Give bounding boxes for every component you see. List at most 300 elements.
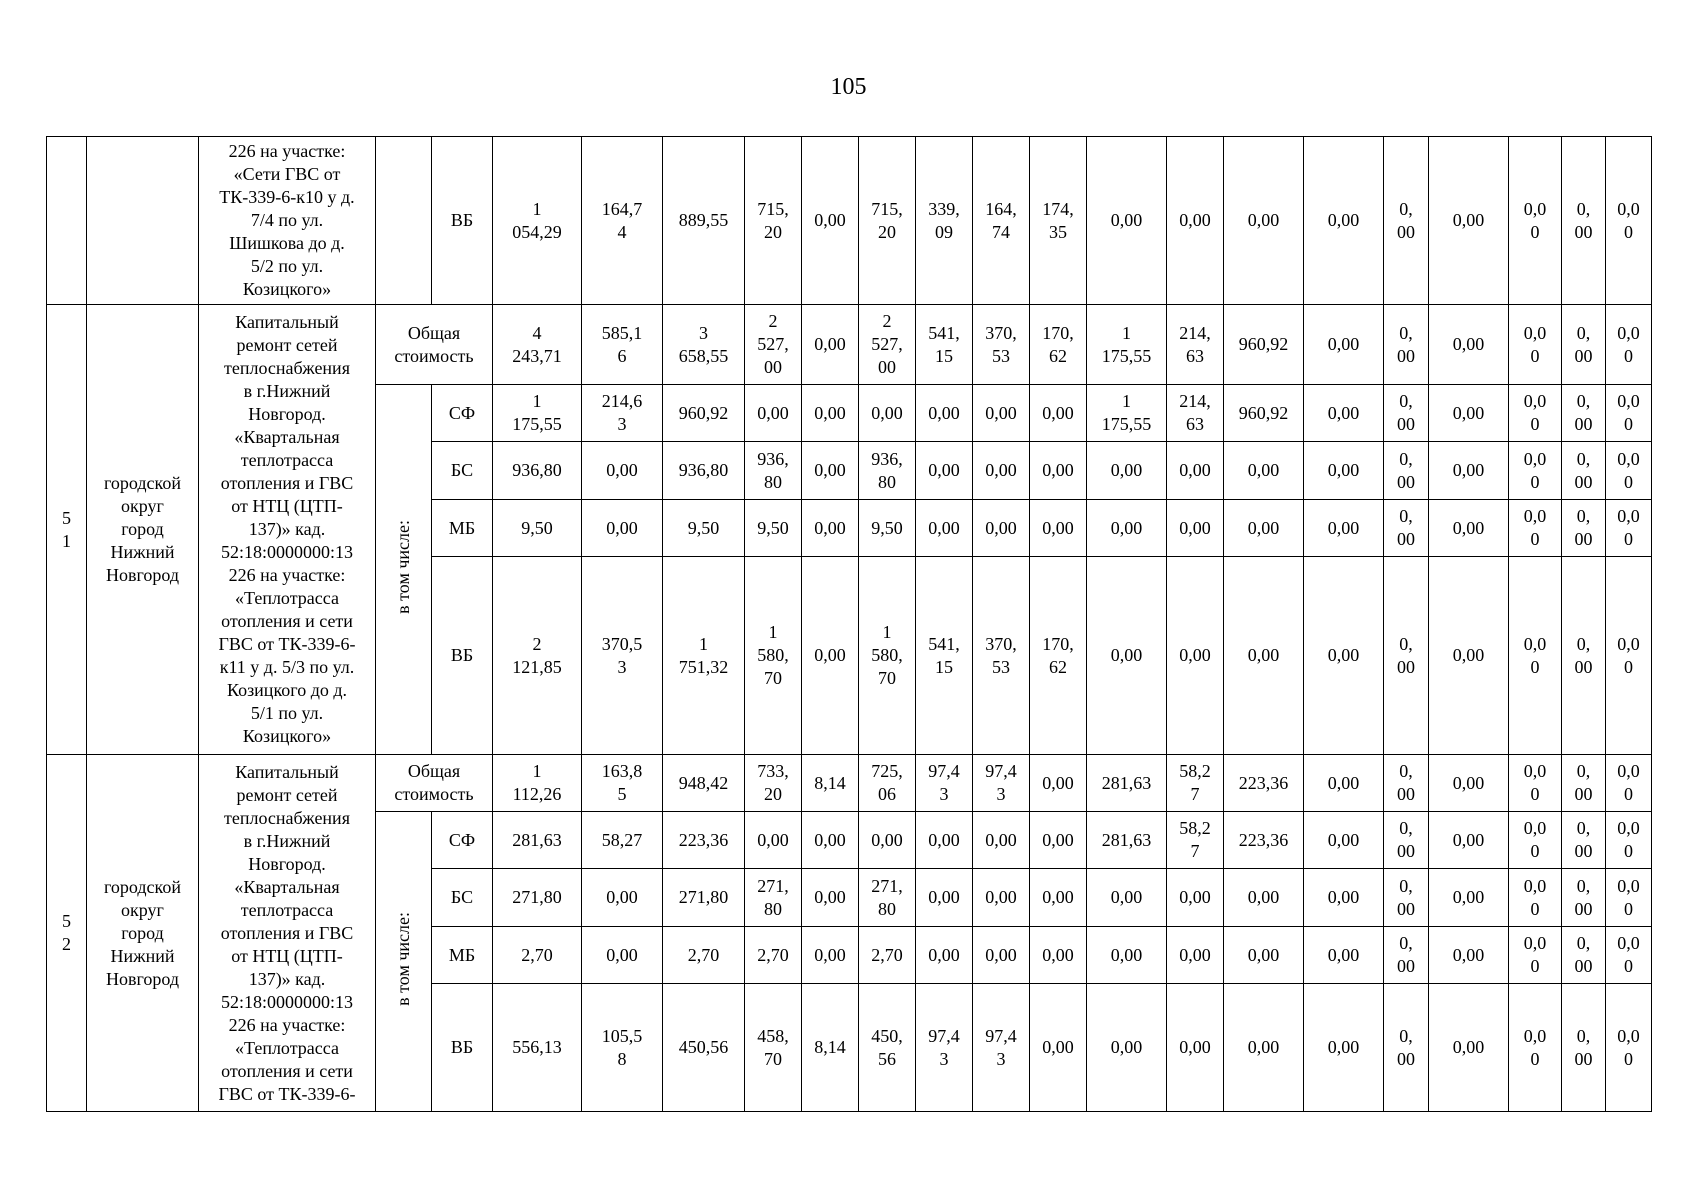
value-cell-text: 936, 80: [757, 448, 789, 492]
value-cell: [1509, 137, 1562, 305]
value-cell-text: 0,00: [814, 402, 846, 423]
value-cell-text: 223,36: [1238, 829, 1289, 850]
value-cell-text: 0,00: [757, 829, 789, 850]
value-cell: [916, 557, 973, 755]
value-cell: [1167, 385, 1224, 442]
value-cell-text: 0, 00: [1397, 322, 1415, 366]
table-row: [47, 755, 1652, 812]
value-cell-text: 0,00: [1179, 645, 1211, 665]
value-cell: [802, 500, 859, 557]
funding-source-label-text: ВБ: [450, 1037, 474, 1057]
value-cell: [663, 869, 745, 927]
municipality-cell: [87, 137, 199, 305]
value-cell: [802, 385, 859, 442]
municipality-cell: [87, 755, 199, 1112]
value-cell-text: 0,00: [1179, 460, 1211, 480]
value-cell: [1509, 385, 1562, 442]
value-cell: [1224, 812, 1304, 869]
value-cell-text: 936, 80: [871, 448, 903, 492]
value-cell-text: 936,80: [512, 460, 562, 480]
value-cell-text: 1 175,55: [1101, 322, 1152, 366]
value-cell-text: 4 243,71: [512, 322, 562, 366]
value-cell: [1429, 305, 1509, 385]
object-description-cell-text: Капитальный ремонт сетей теплоснабжения в г.Нижний Новгород. «Квартальная теплотрасса отопления и ГВС от НТЦ (ЦТП- 137)» кад. 52:18:0000000:13 226 на участке: «Теплотрасса отопления и сети ГВС от ТК-339-6-: [218, 761, 356, 1104]
value-cell-text: 370, 53: [985, 322, 1017, 366]
value-cell-text: 0,00: [606, 887, 638, 907]
value-cell: [493, 385, 582, 442]
value-cell: [1562, 137, 1606, 305]
value-cell-text: 58,27: [601, 829, 643, 850]
value-cell: [1087, 812, 1167, 869]
value-cell-text: 0, 00: [1397, 391, 1415, 434]
total-cost-label: [376, 755, 493, 812]
value-cell-text: 0,00: [1452, 460, 1485, 480]
value-cell-text: 0,00: [1179, 944, 1211, 965]
value-cell-text: 0,00: [1179, 210, 1211, 230]
value-cell-text: 733, 20: [757, 761, 789, 804]
value-cell: [1087, 557, 1167, 755]
value-cell-text: 0, 00: [1397, 198, 1415, 242]
value-cell-text: 97,4 3: [985, 1025, 1017, 1069]
value-cell-text: 960,92: [1238, 402, 1289, 423]
value-cell-text: 0,00: [1452, 944, 1485, 965]
value-cell-text: 0,00: [606, 944, 638, 965]
value-cell: [493, 305, 582, 385]
value-cell-text: 0, 00: [1574, 761, 1593, 804]
value-cell-text: 715, 20: [871, 198, 903, 242]
value-cell: [1429, 812, 1509, 869]
value-cell: [1606, 984, 1652, 1112]
value-cell-text: 0,00: [1110, 645, 1143, 665]
value-cell: [1562, 557, 1606, 755]
row-number-cell: [47, 305, 87, 755]
value-cell-text: 0,00: [1327, 645, 1360, 665]
value-cell: [582, 869, 663, 927]
value-cell-text: 0, 00: [1574, 506, 1593, 549]
value-cell-text: 281,63: [512, 829, 562, 850]
value-cell: [1224, 557, 1304, 755]
value-cell-text: 0,0 0: [1617, 761, 1640, 804]
object-description-cell-text: Капитальный ремонт сетей теплоснабжения в г.Нижний Новгород. «Квартальная теплотрасса отопления и ГВС от НТЦ (ЦТП- 137)» кад. 52:18:0000000:13 226 на участке: «Теплотрасса отопления и сети ГВС от ТК-339-6- к11 у д. 5/3 по ул. Козицкого до д. 5/1 по ул. Козицкого»: [218, 312, 356, 746]
value-cell-text: 0,00: [985, 517, 1017, 538]
value-cell-text: 541, 15: [928, 322, 960, 366]
value-cell-text: 0,00: [1179, 517, 1211, 538]
value-cell-text: 0,00: [1327, 210, 1360, 230]
value-cell: [745, 812, 802, 869]
value-cell-text: 214,6 3: [601, 391, 643, 434]
value-cell-text: 0,0 0: [1523, 1025, 1547, 1069]
value-cell-text: 0,00: [1042, 887, 1074, 907]
value-cell-text: 0,0 0: [1617, 818, 1640, 861]
value-cell: [973, 385, 1030, 442]
value-cell: [663, 557, 745, 755]
value-cell-text: 0,00: [606, 517, 638, 538]
value-cell: [802, 442, 859, 500]
value-cell-text: 0,0 0: [1523, 448, 1547, 492]
value-cell: [802, 137, 859, 305]
value-cell-text: 0, 00: [1574, 322, 1593, 366]
value-cell: [663, 305, 745, 385]
value-cell-text: 0,00: [1327, 334, 1360, 354]
value-cell: [663, 500, 745, 557]
value-cell-text: 0,00: [928, 460, 960, 480]
value-cell: [1429, 869, 1509, 927]
value-cell: [493, 442, 582, 500]
including-label-cell: [376, 385, 432, 755]
value-cell-text: 0,00: [1247, 887, 1280, 907]
value-cell-text: 0,0 0: [1523, 198, 1547, 242]
value-cell: [916, 812, 973, 869]
value-cell: [1384, 984, 1429, 1112]
value-cell-text: 0,0 0: [1617, 1025, 1640, 1069]
value-cell-text: 1 112,26: [512, 761, 562, 804]
row-number-cell-text: 5 2: [62, 911, 71, 954]
value-cell: [1224, 305, 1304, 385]
value-cell: [973, 557, 1030, 755]
value-cell: [1384, 442, 1429, 500]
value-cell-text: 0,00: [985, 460, 1017, 480]
value-cell-text: 0,00: [1110, 210, 1143, 230]
value-cell-text: 2 527, 00: [871, 311, 903, 377]
value-cell-text: 948,42: [678, 772, 729, 793]
value-cell: [973, 812, 1030, 869]
value-cell: [1562, 305, 1606, 385]
value-cell: [1304, 442, 1384, 500]
value-cell-text: 0,00: [985, 829, 1017, 850]
value-cell: [1509, 442, 1562, 500]
value-cell: [1167, 927, 1224, 984]
value-cell: [745, 869, 802, 927]
value-cell: [859, 442, 916, 500]
value-cell: [582, 557, 663, 755]
value-cell-text: 0,0 0: [1523, 818, 1547, 861]
value-cell: [745, 442, 802, 500]
value-cell: [1087, 984, 1167, 1112]
value-cell-text: 0,00: [1110, 1037, 1143, 1057]
value-cell: [1606, 500, 1652, 557]
value-cell: [1304, 500, 1384, 557]
table-body: [47, 137, 1652, 1112]
funding-source-label: [432, 812, 493, 869]
value-cell-text: 936,80: [678, 460, 729, 480]
value-cell: [1030, 385, 1087, 442]
value-cell-text: 0,00: [814, 645, 846, 665]
value-cell-text: 214, 63: [1179, 322, 1211, 366]
value-cell: [582, 812, 663, 869]
value-cell-text: 0, 00: [1574, 448, 1593, 492]
value-cell-text: 97,4 3: [928, 1025, 960, 1069]
value-cell: [663, 984, 745, 1112]
value-cell: [1606, 755, 1652, 812]
funding-source-label-text: БС: [450, 887, 474, 907]
value-cell: [663, 927, 745, 984]
value-cell: [1167, 869, 1224, 927]
value-cell-text: 1 175,55: [1101, 391, 1152, 434]
value-cell-text: 541, 15: [928, 633, 960, 677]
value-cell-text: 0,00: [1452, 887, 1485, 907]
value-cell: [802, 984, 859, 1112]
value-cell-text: 0, 00: [1397, 448, 1415, 492]
value-cell-text: 0,00: [1452, 1037, 1485, 1057]
value-cell: [859, 927, 916, 984]
value-cell-text: 0,00: [814, 334, 846, 354]
value-cell: [1509, 755, 1562, 812]
value-cell-text: 585,1 6: [601, 322, 643, 366]
value-cell: [973, 500, 1030, 557]
value-cell: [745, 305, 802, 385]
value-cell: [1304, 812, 1384, 869]
value-cell: [859, 755, 916, 812]
value-cell: [582, 755, 663, 812]
value-cell-text: 0,0 0: [1523, 633, 1547, 677]
value-cell-text: 0, 00: [1574, 198, 1593, 242]
value-cell: [1384, 557, 1429, 755]
value-cell: [1224, 500, 1304, 557]
value-cell: [1224, 755, 1304, 812]
value-cell: [1562, 442, 1606, 500]
value-cell-text: 3 658,55: [678, 322, 729, 366]
value-cell: [663, 812, 745, 869]
value-cell-text: 0,00: [814, 829, 846, 850]
value-cell-text: 163,8 5: [601, 761, 643, 804]
including-label: в том числе:: [393, 519, 413, 614]
value-cell: [859, 500, 916, 557]
value-cell: [1606, 869, 1652, 927]
value-cell: [973, 927, 1030, 984]
value-cell: [663, 137, 745, 305]
value-cell: [1384, 869, 1429, 927]
value-cell-text: 2,70: [687, 944, 720, 965]
value-cell: [1167, 812, 1224, 869]
value-cell: [582, 500, 663, 557]
value-cell-text: 271,80: [678, 887, 729, 907]
value-cell: [859, 385, 916, 442]
value-cell-text: 281,63: [1101, 829, 1152, 850]
value-cell: [1224, 137, 1304, 305]
funding-source-label: [432, 137, 493, 305]
value-cell-text: 0,00: [757, 402, 789, 423]
value-cell-text: 0, 00: [1397, 633, 1415, 677]
value-cell-text: 0,00: [1110, 460, 1143, 480]
value-cell-text: 0,00: [814, 517, 846, 538]
value-cell-text: 9,50: [521, 517, 553, 538]
value-cell-text: 174, 35: [1042, 198, 1074, 242]
value-cell: [1384, 812, 1429, 869]
value-cell-text: 0,0 0: [1617, 875, 1640, 919]
value-cell-text: 0,0 0: [1523, 761, 1547, 804]
value-cell-text: 0, 00: [1574, 933, 1593, 976]
value-cell-text: 2,70: [521, 944, 553, 965]
value-cell: [1304, 927, 1384, 984]
value-cell: [1224, 869, 1304, 927]
value-cell-text: 0, 00: [1574, 391, 1593, 434]
funding-source-label-text: МБ: [448, 944, 476, 965]
value-cell-text: 0, 00: [1397, 506, 1415, 549]
value-cell: [1562, 927, 1606, 984]
value-cell-text: 370,5 3: [601, 633, 643, 677]
value-cell-text: 0,0 0: [1617, 391, 1640, 434]
value-cell-text: 0,00: [928, 517, 960, 538]
value-cell-text: 0,00: [871, 402, 903, 423]
value-cell-text: 8,14: [814, 772, 846, 793]
value-cell: [1562, 500, 1606, 557]
object-description-cell: [199, 137, 376, 305]
value-cell-text: 0,00: [928, 402, 960, 423]
value-cell-text: 0,0 0: [1523, 322, 1547, 366]
table-row: [47, 137, 1652, 305]
value-cell-text: 0,00: [928, 829, 960, 850]
value-cell: [1030, 557, 1087, 755]
value-cell: [1562, 984, 1606, 1112]
value-cell-text: 0,00: [1042, 517, 1074, 538]
value-cell: [1509, 927, 1562, 984]
value-cell: [1509, 305, 1562, 385]
value-cell-text: 0,00: [928, 944, 960, 965]
value-cell-text: 0,00: [814, 460, 846, 480]
value-cell: [859, 305, 916, 385]
value-cell: [1384, 927, 1429, 984]
value-cell: [1384, 500, 1429, 557]
value-cell: [745, 385, 802, 442]
value-cell-text: 960,92: [1238, 334, 1289, 354]
value-cell-text: 0,0 0: [1617, 933, 1640, 976]
value-cell-text: 97,4 3: [985, 761, 1017, 804]
value-cell: [582, 984, 663, 1112]
funding-source-label-text: ВБ: [450, 210, 474, 230]
value-cell: [663, 385, 745, 442]
value-cell-text: 0,00: [1452, 645, 1485, 665]
value-cell: [1087, 869, 1167, 927]
value-cell: [1606, 812, 1652, 869]
value-cell: [1167, 137, 1224, 305]
value-cell-text: 0,0 0: [1523, 506, 1547, 549]
value-cell-text: 0,00: [1179, 1037, 1211, 1057]
value-cell: [1429, 137, 1509, 305]
funding-source-label: [432, 869, 493, 927]
value-cell: [1384, 137, 1429, 305]
value-cell: [1304, 557, 1384, 755]
value-cell-text: 0,0 0: [1617, 198, 1640, 242]
value-cell-text: 0,00: [985, 402, 1017, 423]
funding-source-label-text: СФ: [448, 829, 476, 850]
value-cell-text: 271, 80: [757, 875, 789, 919]
value-cell: [802, 812, 859, 869]
value-cell: [973, 755, 1030, 812]
value-cell: [916, 755, 973, 812]
value-cell: [859, 557, 916, 755]
value-cell-text: 0,0 0: [1617, 633, 1640, 677]
value-cell-text: 0,00: [1110, 887, 1143, 907]
value-cell: [1087, 442, 1167, 500]
value-cell: [1030, 305, 1087, 385]
value-cell-text: 0,00: [1327, 944, 1360, 965]
value-cell-text: 0,00: [814, 210, 846, 230]
value-cell: [1304, 755, 1384, 812]
value-cell-text: 2 121,85: [512, 633, 562, 677]
value-cell: [1030, 137, 1087, 305]
row-number-cell-text: 5 1: [62, 507, 71, 551]
value-cell: [859, 137, 916, 305]
value-cell: [1087, 305, 1167, 385]
value-cell: [1030, 755, 1087, 812]
value-cell: [1606, 305, 1652, 385]
value-cell: [916, 500, 973, 557]
including-label-cell: [376, 137, 432, 305]
value-cell-text: 0,00: [1452, 517, 1485, 538]
value-cell-text: 0,00: [1247, 210, 1280, 230]
value-cell: [1087, 755, 1167, 812]
value-cell: [1087, 137, 1167, 305]
value-cell-text: 164, 74: [985, 198, 1017, 242]
funding-source-label: [432, 385, 493, 442]
value-cell: [973, 869, 1030, 927]
value-cell: [493, 869, 582, 927]
value-cell: [1167, 442, 1224, 500]
value-cell: [1429, 442, 1509, 500]
value-cell: [1606, 137, 1652, 305]
value-cell-text: 0,00: [1042, 772, 1074, 793]
value-cell-text: 0,00: [1327, 1037, 1360, 1057]
value-cell-text: 0,00: [1452, 334, 1485, 354]
value-cell: [1167, 755, 1224, 812]
value-cell-text: 214, 63: [1179, 391, 1211, 434]
value-cell: [1030, 812, 1087, 869]
value-cell-text: 715, 20: [757, 198, 789, 242]
value-cell-text: 1 054,29: [512, 198, 562, 242]
value-cell-text: 458, 70: [757, 1025, 789, 1069]
value-cell-text: 0,00: [1327, 829, 1360, 850]
value-cell-text: 889,55: [678, 210, 729, 230]
value-cell-text: 725, 06: [871, 761, 903, 804]
total-cost-label-text: Общая стоимость: [394, 761, 474, 804]
value-cell: [916, 984, 973, 1112]
value-cell-text: 1 580, 70: [871, 622, 903, 688]
value-cell: [802, 755, 859, 812]
value-cell: [1429, 385, 1509, 442]
value-cell: [493, 812, 582, 869]
value-cell: [582, 385, 663, 442]
municipality-cell-text: городской округ город Нижний Новгород: [103, 876, 182, 989]
value-cell: [1304, 984, 1384, 1112]
value-cell-text: 0,00: [928, 887, 960, 907]
value-cell-text: 0,00: [1042, 944, 1074, 965]
value-cell: [493, 557, 582, 755]
value-cell: [1224, 984, 1304, 1112]
value-cell-text: 2 527, 00: [757, 311, 789, 377]
funding-source-label-text: МБ: [448, 517, 476, 538]
value-cell: [916, 442, 973, 500]
value-cell-text: 556,13: [512, 1037, 562, 1057]
value-cell-text: 0,00: [985, 887, 1017, 907]
value-cell-text: 0,00: [1247, 1037, 1280, 1057]
table-row: [47, 305, 1652, 385]
value-cell: [1087, 500, 1167, 557]
value-cell-text: 223,36: [1238, 772, 1289, 793]
value-cell: [1509, 812, 1562, 869]
value-cell-text: 0,00: [1247, 517, 1280, 538]
value-cell: [916, 927, 973, 984]
funding-source-label: [432, 500, 493, 557]
value-cell: [973, 442, 1030, 500]
value-cell: [1562, 869, 1606, 927]
value-cell: [1562, 385, 1606, 442]
value-cell: [859, 869, 916, 927]
value-cell: [1167, 984, 1224, 1112]
value-cell: [1304, 869, 1384, 927]
value-cell: [1224, 385, 1304, 442]
value-cell-text: 281,63: [1101, 772, 1152, 793]
value-cell: [1606, 385, 1652, 442]
